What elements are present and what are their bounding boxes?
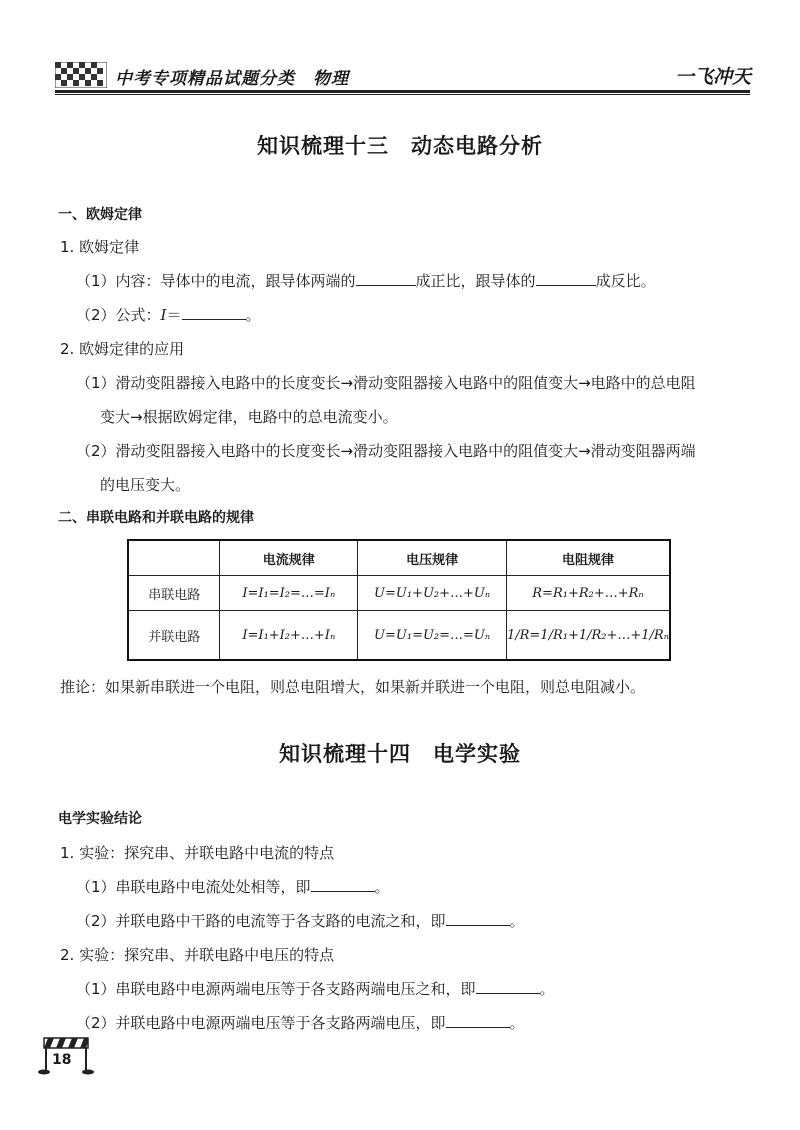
page-header [55,56,755,96]
series-resistance-rule: R=R₁+R₂+…+Rₙ [506,576,670,611]
formula-label: （2）公式： [76,306,161,324]
blank-exp1-2 [446,911,510,926]
formula-var: I [160,306,167,324]
heading-ohms-law: 一、欧姆定律 [58,207,142,223]
parallel-current-rule: I=I₁+I₂+…+Iₙ [220,611,358,661]
blank-resistance [536,271,596,286]
experiment-1: 1. 实验：探究串、并联电路中电流的特点 [60,844,335,862]
content-text-c: 成反比。 [595,272,656,290]
content-text-a: （1）内容：导体中的电流，跟导体两端的 [76,272,356,290]
blank-exp2-1 [476,979,540,994]
blank-exp1-1 [311,877,375,892]
brand-logo-text: 一飞冲天 [674,66,751,88]
application-1-line2: 变大→根据欧姆定律，电路中的总电流变小。 [100,408,398,426]
header-rule-thin [55,94,750,95]
application-2-line1: （2）滑动变阻器接入电路中的长度变长→滑动变阻器接入电路中的阻值变大→滑动变阻器两端 [76,442,696,460]
blank-formula [182,305,246,320]
heading-series-parallel: 二、串联电路和并联电路的规律 [58,510,254,526]
experiment-2: 2. 实验：探究串、并联电路中电压的特点 [60,946,335,964]
section-title-13: 知识梳理十三 动态电路分析 [257,134,543,158]
formula-eq: ＝ [166,306,182,324]
exp1-2-end: 。 [509,912,525,930]
exp1-2-text: （2）并联电路中干路的电流等于各支路的电流之和，即 [76,912,446,930]
parallel-resistance-rule: 1/R=1/R₁+1/R₂+…+1/Rₙ [506,611,670,661]
exp2-2-end: 。 [509,1014,525,1032]
item-ohms-law: 1. 欧姆定律 [60,238,140,256]
heading-experiment-conclusions: 电学实验结论 [58,811,142,827]
experiment-1-2 [76,910,525,931]
experiment-1-1 [76,876,390,897]
formula-end: 。 [245,306,261,324]
table-header-voltage: 电压规律 [358,540,507,576]
application-1-line1: （1）滑动变阻器接入电路中的长度变长→滑动变阻器接入电路中的阻值变大→电路中的总电阻 [76,374,696,392]
page-number: 18 [52,1052,72,1068]
exp2-2-text: （2）并联电路中电源两端电压等于各支路两端电压，即 [76,1014,446,1032]
header-rule [55,90,750,93]
experiment-2-1 [76,978,555,999]
exp2-1-text: （1）串联电路中电源两端电压等于各支路两端电压之和，即 [76,980,476,998]
table-header-blank [128,540,220,576]
ohms-law-formula [76,304,261,325]
inference-text: 推论：如果新串联进一个电阻，则总电阻增大，如果新并联进一个电阻，则总电阻减小。 [60,678,646,696]
blank-voltage [356,271,416,286]
circuit-rules-table [127,539,671,661]
experiment-2-2 [76,1012,525,1033]
checkered-flag-icon [55,62,107,88]
blank-exp2-2 [446,1013,510,1028]
table-header-resistance: 电阻规律 [506,540,670,576]
table-row [128,576,670,611]
exp1-1-text: （1）串联电路中电流处处相等，即 [76,878,311,896]
content-text-b: 成正比，跟导体的 [415,272,536,290]
series-current-rule: I=I₁=I₂=…=Iₙ [220,576,358,611]
exp1-1-end: 。 [374,878,390,896]
row-label-parallel: 并联电路 [128,611,220,661]
ohms-law-content [76,270,656,291]
application-2-line2: 的电压变大。 [100,476,191,494]
table-row [128,611,670,661]
parallel-voltage-rule: U=U₁=U₂=…=Uₙ [358,611,507,661]
book-title: 中考专项精品试题分类 物理 [115,69,349,89]
section-title-14: 知识梳理十四 电学实验 [279,742,521,766]
table-header-current: 电流规律 [220,540,358,576]
row-label-series: 串联电路 [128,576,220,611]
item-application: 2. 欧姆定律的应用 [60,340,185,358]
exp2-1-end: 。 [539,980,555,998]
series-voltage-rule: U=U₁+U₂+…+Uₙ [358,576,507,611]
